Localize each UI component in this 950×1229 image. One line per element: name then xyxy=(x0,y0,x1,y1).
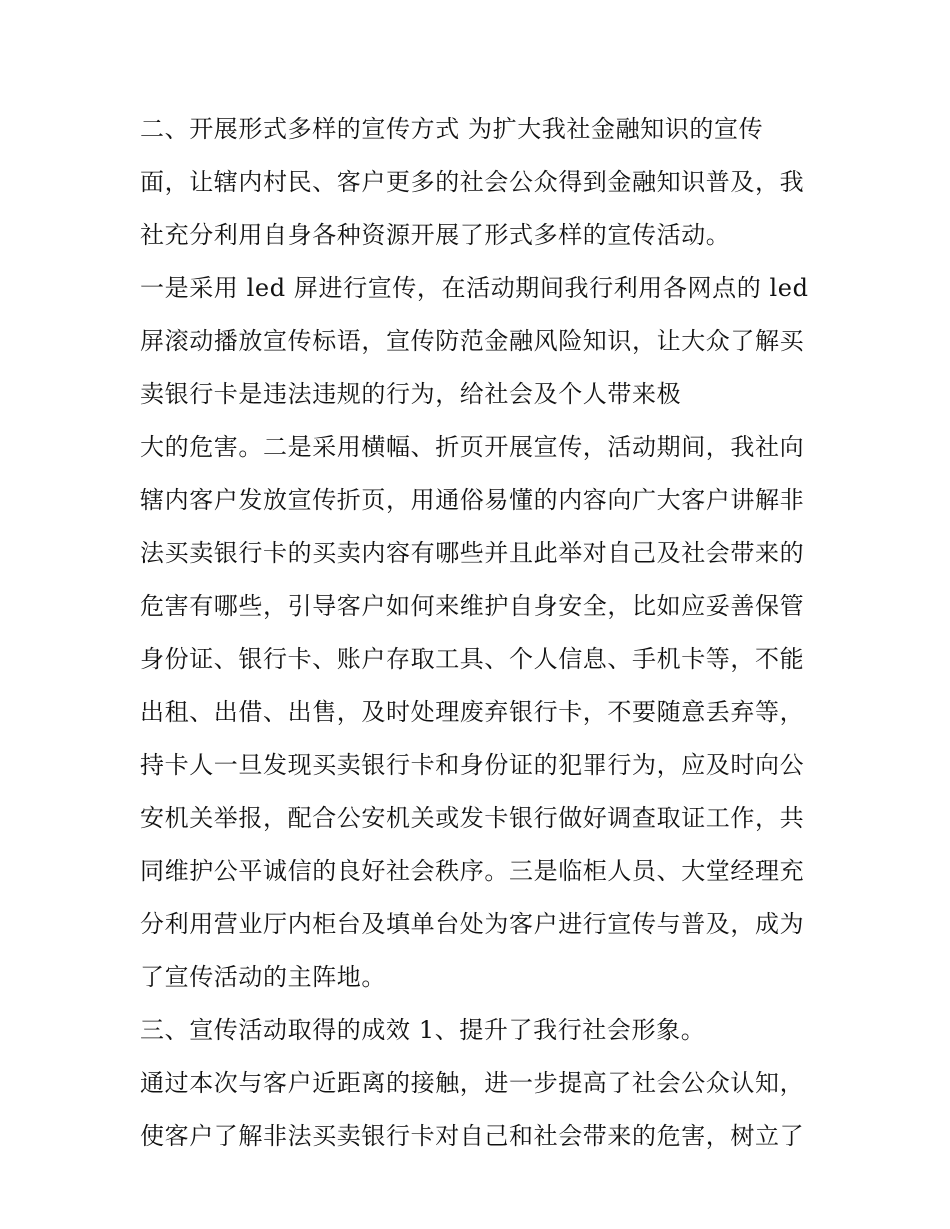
text-line-3: 社充分利用自身各种资源开展了形式多样的宣传活动。 xyxy=(140,221,731,249)
text-line-15: 同维护公平诚信的良好社会秩序。三是临柜人员、大堂经理充 xyxy=(140,857,805,885)
text-line-13: 持卡人一旦发现买卖银行卡和身份证的犯罪行为，应及时向公 xyxy=(140,751,805,779)
text-line-12: 出租、出借、出售，及时处理废弃银行卡，不要随意丢弃等， xyxy=(140,698,805,726)
text-line-19: 通过本次与客户近距离的接触，进一步提高了社会公众认知， xyxy=(140,1069,805,1097)
text-line-16: 分利用营业厅内柜台及填单台处为客户进行宣传与普及，成为 xyxy=(140,910,805,938)
text-line-20: 使客户了解非法买卖银行卡对自己和社会带来的危害，树立了 xyxy=(140,1122,805,1150)
text-line-17: 了宣传活动的主阵地。 xyxy=(140,963,386,991)
text-line-8: 辖内客户发放宣传折页，用通俗易懂的内容向广大客户讲解非 xyxy=(140,486,805,514)
text-line-11: 身份证、银行卡、账户存取工具、个人信息、手机卡等，不能 xyxy=(140,645,805,673)
text-line-18: 三、宣传活动取得的成效 1、提升了我行社会形象。 xyxy=(140,1016,706,1044)
text-line-10: 危害有哪些，引导客户如何来维护自身安全，比如应妥善保管 xyxy=(140,592,805,620)
body-text xyxy=(140,111,820,1171)
text-line-4: 一是采用 led 屏进行宣传，在活动期间我行利用各网点的 led xyxy=(140,274,809,302)
text-line-14: 安机关举报，配合公安机关或发卡银行做好调查取证工作，共 xyxy=(140,804,805,832)
text-line-6: 卖银行卡是违法违规的行为，给社会及个人带来极 xyxy=(140,380,682,408)
text-line-1: 二、开展形式多样的宣传方式 为扩大我社金融知识的宣传 xyxy=(140,115,764,143)
text-line-9: 法买卖银行卡的买卖内容有哪些并且此举对自己及社会带来的 xyxy=(140,539,805,567)
text-line-7: 大的危害。二是采用横幅、折页开展宣传，活动期间，我社向 xyxy=(140,433,805,461)
text-line-2: 面，让辖内村民、客户更多的社会公众得到金融知识普及，我 xyxy=(140,168,805,196)
text-line-5: 屏滚动播放宣传标语，宣传防范金融风险知识，让大众了解买 xyxy=(140,327,805,355)
